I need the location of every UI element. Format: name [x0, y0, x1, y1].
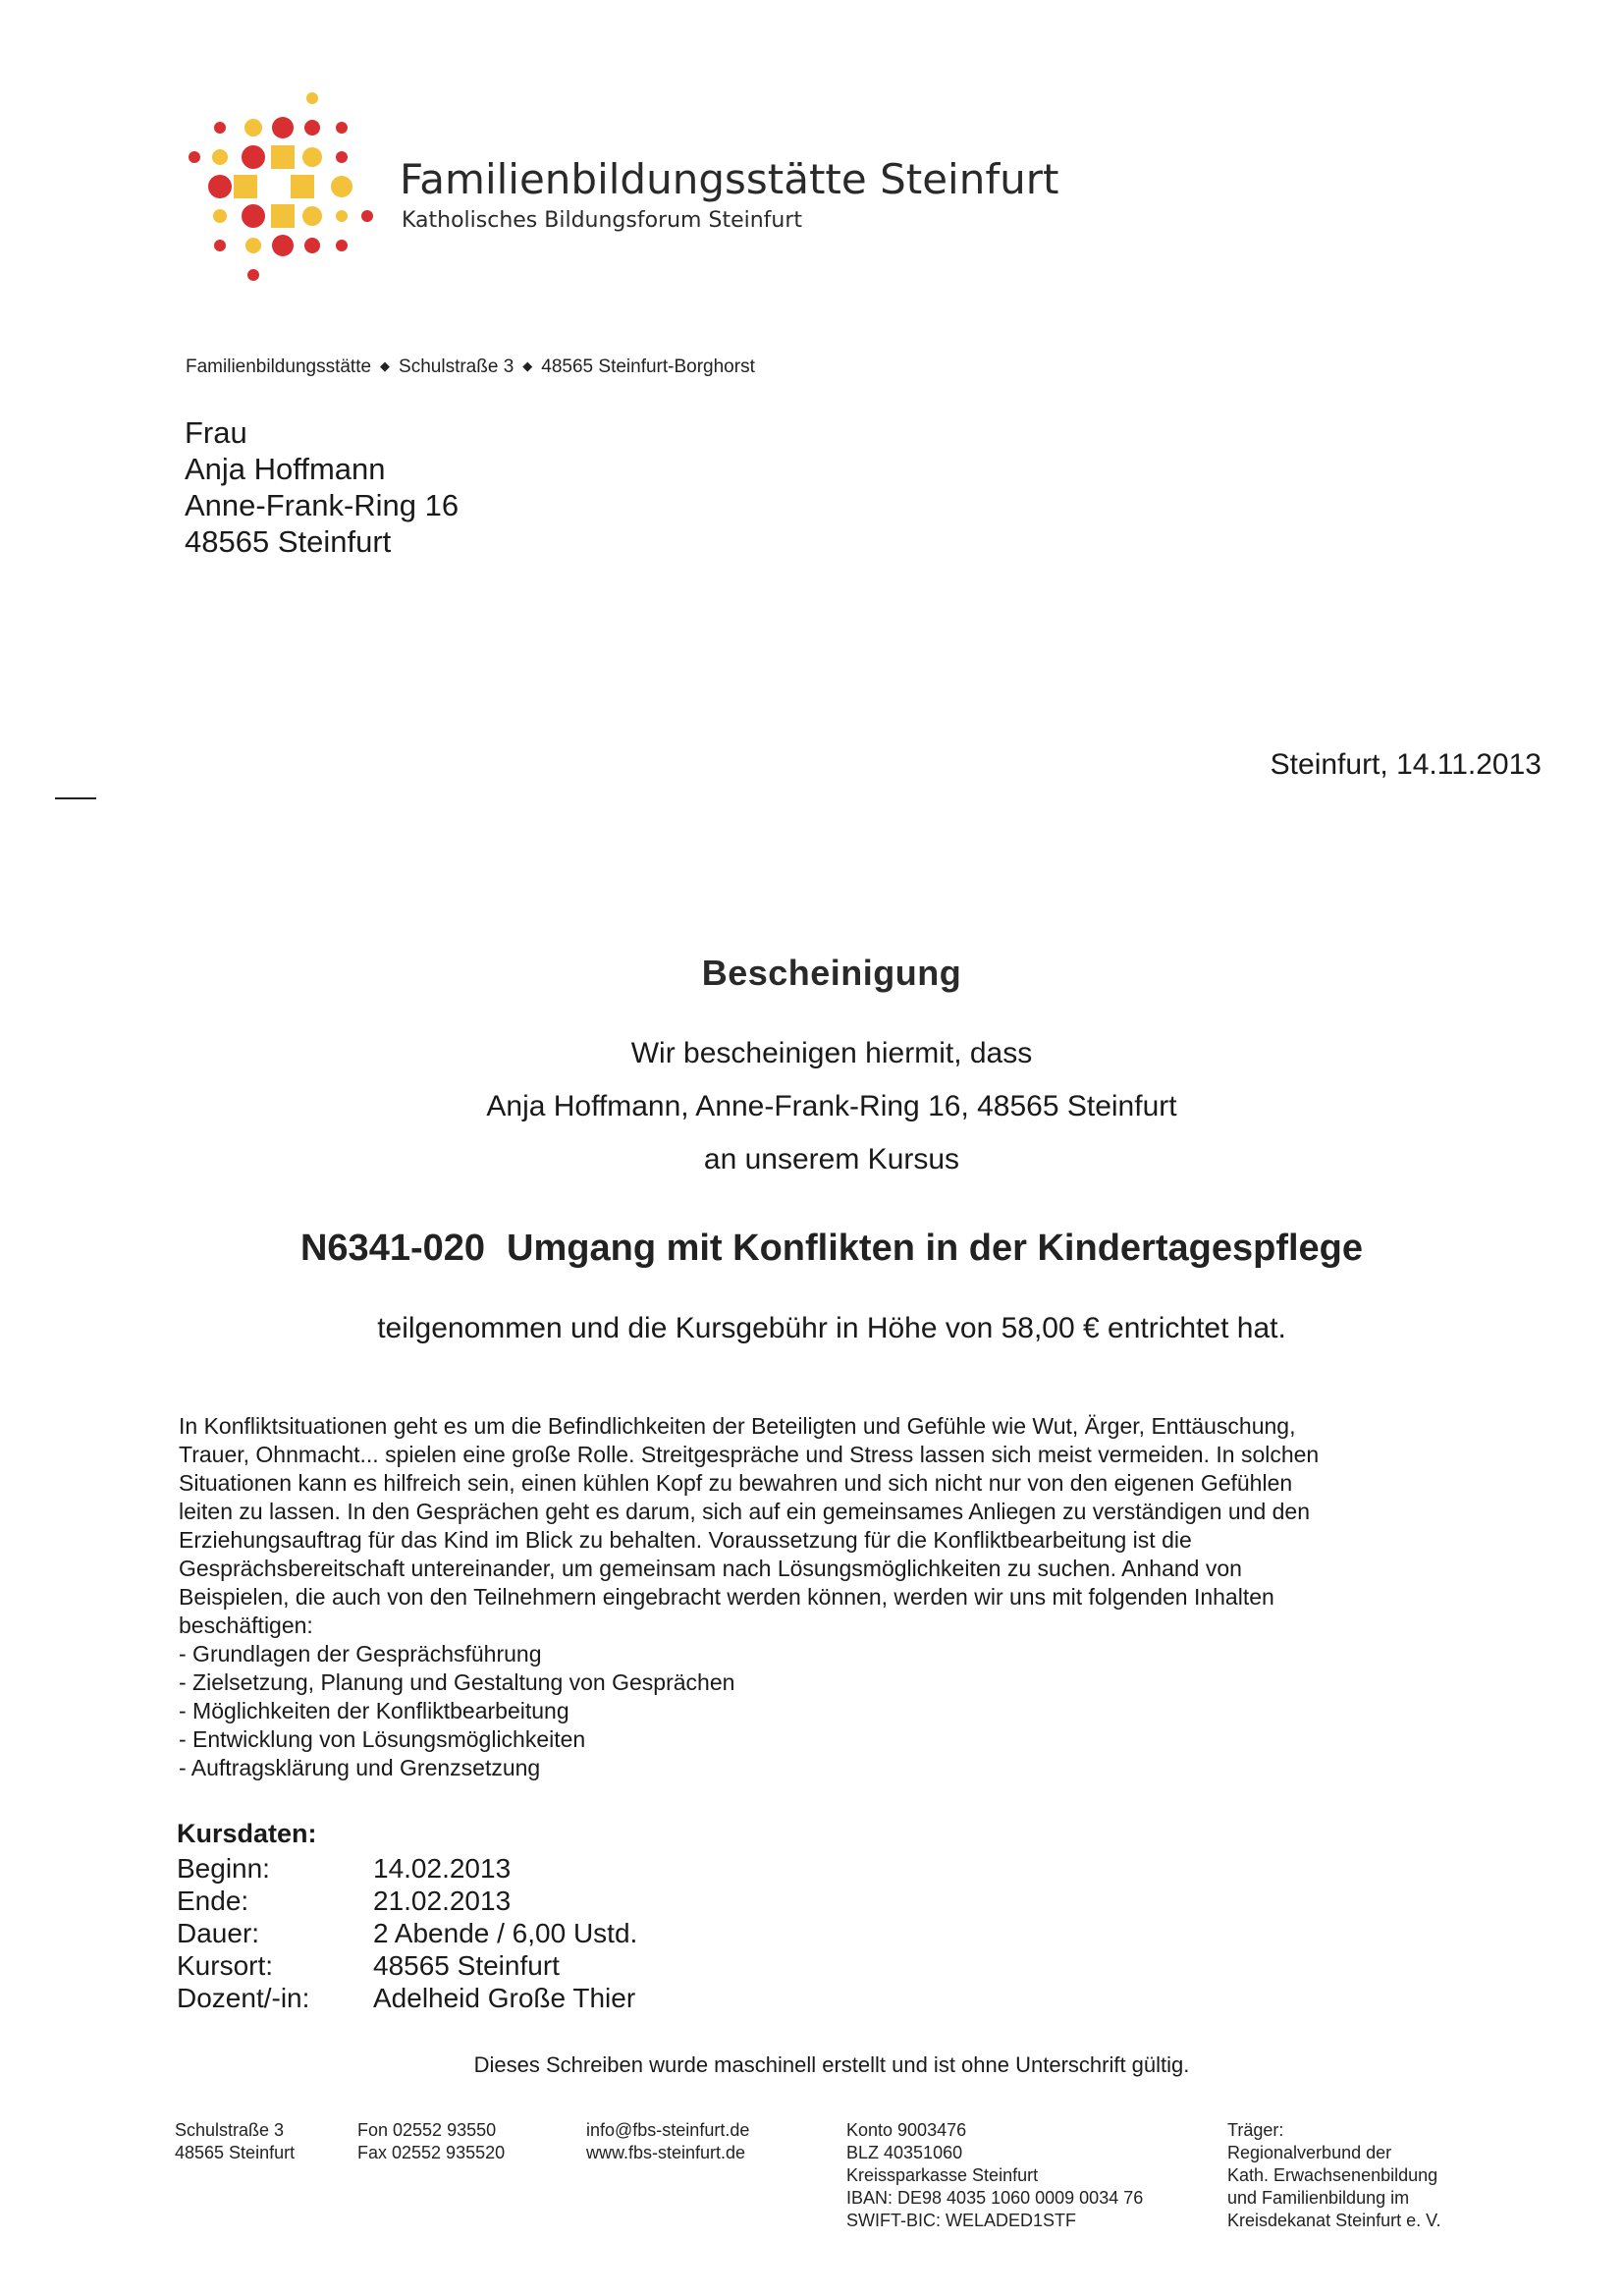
kursdaten-row	[177, 1982, 637, 2014]
logo-dot	[214, 122, 226, 134]
description-line: leiten zu lassen. In den Gesprächen geht es darum, sich auf ein gemeinsames Anliegen zu verständigen und den	[179, 1499, 1311, 1524]
footer-line: BLZ 40351060	[846, 2143, 963, 2162]
kursdaten-label: Beginn:	[177, 1853, 270, 1884]
kursdaten-label: Dozent/-in:	[177, 1983, 310, 2013]
sender-street: Schulstraße 3	[399, 356, 514, 377]
course-code: N6341-020	[299, 1228, 486, 1269]
footer-line: Kath. Erwachsenenbildung	[1227, 2165, 1438, 2185]
logo-square	[291, 175, 314, 198]
logo-dot	[212, 149, 228, 165]
footer-line: Schulstraße 3	[175, 2120, 285, 2140]
kursdaten-value: 48565 Steinfurt	[373, 1950, 560, 1981]
participant-line: Anja Hoffmann, Anne-Frank-Ring 16, 48565 Steinfurt	[486, 1090, 1177, 1122]
recipient-city: 48565 Steinfurt	[185, 524, 392, 559]
logo-dot	[213, 209, 227, 223]
logo-dot	[189, 151, 200, 163]
footer-line: Konto 9003476	[846, 2120, 967, 2140]
course-description	[179, 1412, 1455, 1782]
logo-dot	[361, 210, 373, 222]
course-title: Umgang mit Konflikten in der Kindertagespflege	[507, 1228, 1364, 1269]
logo-dot	[302, 147, 322, 167]
footer-line: Regionalverbund der	[1227, 2143, 1392, 2162]
content-list	[179, 1640, 1455, 1782]
sender-city: 48565 Steinfurt-Borghorst	[541, 356, 755, 377]
sender-name: Familienbildungsstätte	[186, 356, 372, 377]
course-heading	[0, 1228, 1624, 1270]
list-item: - Entwicklung von Lösungsmöglichkeiten	[179, 1726, 586, 1752]
recipient-street: Anne-Frank-Ring 16	[185, 488, 460, 522]
footer-line: Kreisdekanat Steinfurt e. V.	[1227, 2211, 1441, 2230]
logo-dot	[302, 206, 322, 226]
logo-dot	[306, 92, 318, 104]
logo-dot	[331, 176, 352, 197]
fee-line: teilgenommen und die Kursgebühr in Höhe von 58,00 € entrichtet hat.	[377, 1312, 1286, 1344]
sender-line	[186, 356, 755, 378]
kursdaten-row	[177, 1949, 637, 1982]
recipient-address	[185, 414, 459, 560]
kursdaten-label: Kursort:	[177, 1950, 274, 1981]
logo-square	[271, 145, 295, 169]
kursdaten-row	[177, 1852, 637, 1885]
footer-email: info@fbs-steinfurt.de	[586, 2120, 750, 2140]
footer-phone	[357, 2119, 505, 2164]
footer-line: 48565 Steinfurt	[175, 2143, 296, 2162]
logo-dot	[272, 235, 294, 256]
kursdaten-label: Ende:	[177, 1886, 249, 1916]
description-line: In Konfliktsituationen geht es um die Befindlichkeiten der Beteiligten und Gefühle wie Wut, Ärger, Enttäuschung,	[179, 1413, 1296, 1439]
footer-line: SWIFT-BIC: WELADED1STF	[846, 2211, 1077, 2230]
logo-dot	[242, 145, 265, 169]
logo-dot	[208, 175, 232, 198]
kursdaten-value: 21.02.2013	[373, 1886, 512, 1916]
logo-mark	[185, 86, 391, 293]
list-item: - Auftragsklärung und Grenzsetzung	[179, 1755, 541, 1780]
kursdaten-table	[177, 1852, 637, 2014]
logo-dot	[272, 117, 294, 138]
logo-dot	[304, 238, 320, 253]
recipient-name: Anja Hoffmann	[185, 452, 386, 486]
organization-name: Familienbildungsstätte Steinfurt	[400, 155, 1059, 203]
document-title: Bescheinigung	[701, 953, 962, 993]
list-item: - Grundlagen der Gesprächsführung	[179, 1641, 542, 1667]
footer-address	[175, 2119, 295, 2164]
logo-dot	[336, 210, 348, 222]
logo-dot	[304, 120, 320, 136]
list-item: - Möglichkeiten der Konfliktbearbeitung	[179, 1698, 569, 1723]
footer-web	[586, 2119, 749, 2164]
kursdaten-row	[177, 1917, 637, 1949]
kursdaten-label: Dauer:	[177, 1918, 260, 1948]
logo-dot	[245, 238, 261, 253]
footer-bank	[846, 2119, 1143, 2232]
organization-subtitle: Katholisches Bildungsforum Steinfurt	[402, 208, 803, 233]
date-line: Steinfurt, 14.11.2013	[1270, 748, 1542, 781]
separator-icon: ◆	[380, 358, 391, 373]
logo-dot	[336, 122, 348, 134]
list-item: - Zielsetzung, Planung und Gestaltung von Gesprächen	[179, 1669, 735, 1695]
logo-dot	[336, 240, 348, 251]
logo-dot	[247, 269, 259, 281]
separator-icon: ◆	[522, 358, 533, 373]
footer-line: Fax 02552 935520	[357, 2143, 506, 2162]
description-line: beschäftigen:	[179, 1613, 313, 1638]
certify-intro: Wir bescheinigen hiermit, dass	[630, 1037, 1033, 1069]
footer-line: IBAN: DE98 4035 1060 0009 0034 76	[846, 2188, 1144, 2208]
logo-dot	[336, 151, 348, 163]
kursdaten-value: 2 Abende / 6,00 Ustd.	[373, 1918, 638, 1948]
description-line: Trauer, Ohnmacht... spielen eine große Rolle. Streitgespräche und Stress lassen sich meist vermeiden. In solchen	[179, 1442, 1320, 1467]
logo-dot	[242, 204, 265, 228]
footer-line: Kreissparkasse Steinfurt	[846, 2165, 1039, 2185]
description-line: Gesprächsbereitschaft untereinander, um gemeinsam nach Lösungsmöglichkeiten zu suchen. Anhand von	[179, 1556, 1242, 1581]
logo-square	[234, 175, 257, 198]
logo-dot	[214, 240, 226, 251]
logo-square	[271, 204, 295, 228]
footer-line: Fon 02552 93550	[357, 2120, 497, 2140]
kursdaten-value: Adelheid Große Thier	[373, 1983, 636, 2013]
course-intro: an unserem Kursus	[703, 1143, 960, 1175]
footer-carrier	[1227, 2119, 1440, 2232]
description-line: Beispielen, die auch von den Teilnehmern eingebracht werden können, werden wir uns mit folgenden Inhalten	[179, 1584, 1274, 1610]
recipient-salutation: Frau	[185, 415, 247, 450]
kursdaten-heading: Kursdaten:	[177, 1819, 317, 1848]
description-line: Erziehungsauftrag für das Kind im Blick zu behalten. Voraussetzung für die Konfliktbearbeitung ist die	[179, 1527, 1192, 1553]
footer-website: www.fbs-steinfurt.de	[586, 2143, 746, 2162]
kursdaten-row	[177, 1885, 637, 1917]
logo-dot	[244, 119, 262, 137]
kursdaten-value: 14.02.2013	[373, 1853, 512, 1884]
footer-line: Träger:	[1227, 2120, 1284, 2140]
fold-mark	[55, 797, 96, 799]
description-line: Situationen kann es hilfreich sein, einen kühlen Kopf zu bewahren und sich nicht nur von den eigenen Gefühlen	[179, 1470, 1293, 1496]
footer-line: und Familienbildung im	[1227, 2188, 1410, 2208]
machine-generated-note: Dieses Schreiben wurde maschinell erstellt und ist ohne Unterschrift gültig.	[473, 2052, 1190, 2077]
